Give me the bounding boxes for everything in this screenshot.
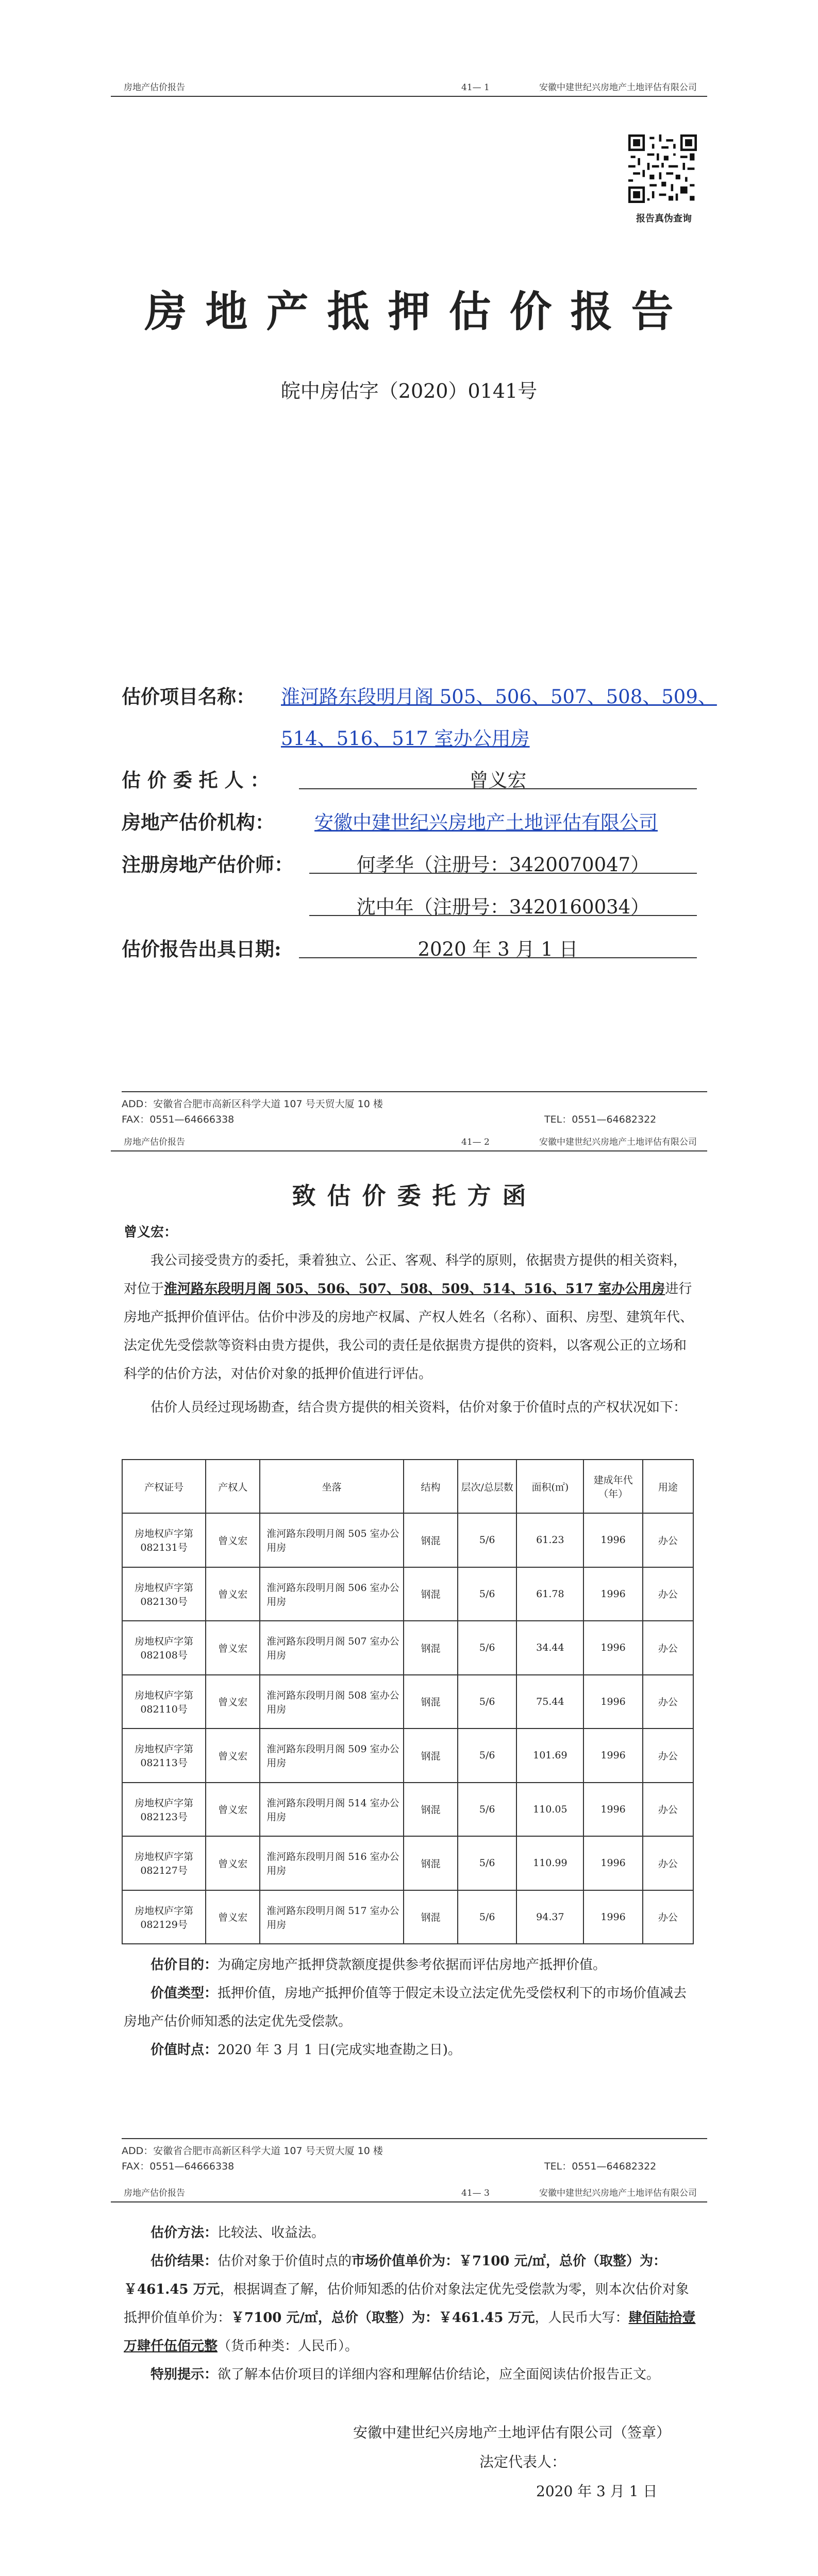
table-cell: 1996 xyxy=(583,1728,642,1783)
table-cell: 34.44 xyxy=(516,1621,583,1675)
col-area: 面积(㎡) xyxy=(516,1460,583,1513)
page-header xyxy=(111,2187,707,2202)
table-row xyxy=(122,1621,693,1675)
market-value: 市场价值单价为：￥7100 元/㎡，总价（取整）为：￥461.45 万元 xyxy=(124,2253,666,2297)
table-cell: 1996 xyxy=(583,1890,642,1944)
table-cell: 房地权庐字第082113号 xyxy=(122,1728,206,1783)
table-cell: 办公 xyxy=(643,1675,693,1729)
valuation-result: 估价结果：估价对象于价值时点的市场价值单价为：￥7100 元/㎡，总价（取整）为：￥461.45 万元，根据调查了解，估价师知悉的估价对象法定优先受偿款为零，则本次估价对象抵押价值单价为：￥7100 元/㎡，总价（取整）为：￥461.45 万元，人民币大写：肆佰陆拾壹万肆仟伍佰元整（货币种类：人民币）。 xyxy=(124,2253,696,2354)
signature-representative: 法定代表人： xyxy=(479,2453,566,2470)
table-cell: 94.37 xyxy=(516,1890,583,1944)
table-row xyxy=(122,1890,693,1944)
col-owner: 产权人 xyxy=(206,1460,260,1513)
table-row xyxy=(122,1567,693,1621)
table-cell: 淮河路东段明月阁 508 室办公用房 xyxy=(260,1675,404,1729)
table-cell: 钢混 xyxy=(404,1728,458,1783)
col-location: 坐落 xyxy=(260,1460,404,1513)
table-cell: 曾义宏 xyxy=(206,1890,260,1944)
table-cell: 钢混 xyxy=(404,1836,458,1890)
table-cell: 房地权庐字第082131号 xyxy=(122,1513,206,1567)
letter-paragraph-2: 估价人员经过现场勘查，结合贵方提供的相关资料，估价对象于价值时点的产权状况如下： xyxy=(151,1400,687,1415)
col-structure: 结构 xyxy=(404,1460,458,1513)
table-cell: 5/6 xyxy=(458,1675,516,1729)
appraiser-1: 何孝华（注册号：3420070047） xyxy=(356,854,650,876)
qr-caption: 报告真伪查询 xyxy=(636,213,692,224)
table-cell: 1996 xyxy=(583,1675,642,1729)
client-label: 估 价 委 托 人 ： xyxy=(122,769,270,791)
header-left: 房地产估价报告 xyxy=(124,1137,185,1147)
table-cell: 淮河路东段明月阁 516 室办公用房 xyxy=(260,1836,404,1890)
header-right: 安徽中建世纪兴房地产土地评估有限公司 xyxy=(539,1137,697,1147)
mortgage-value: ￥7100 元/㎡，总价（取整）为：￥461.45 万元 xyxy=(231,2310,535,2326)
table-row xyxy=(122,1675,693,1729)
appraiser-label: 注册房地产估价师： xyxy=(122,853,293,876)
table-cell: 办公 xyxy=(643,1621,693,1675)
valuation-purpose: 估价目的：为确定房地产抵押贷款额度提供参考依据而评估房地产抵押价值。 xyxy=(151,1957,607,1973)
header-right: 安徽中建世纪兴房地产土地评估有限公司 xyxy=(539,82,697,93)
col-usage: 用途 xyxy=(643,1460,693,1513)
date-label: 估价报告出具日期: xyxy=(122,938,281,960)
table-cell: 5/6 xyxy=(458,1783,516,1837)
table-cell: 钢混 xyxy=(404,1890,458,1944)
property-address: 淮河路东段明月阁 505、506、507、508、509、514、516、517 室办公用房 xyxy=(164,1281,665,1297)
table-cell: 曾义宏 xyxy=(206,1783,260,1837)
report-title: 房地产抵押估价报告 xyxy=(144,287,692,336)
table-cell: 办公 xyxy=(643,1513,693,1567)
footer-fax: FAX：0551—64666338 xyxy=(122,2161,235,2172)
page-footer xyxy=(122,1091,707,1132)
table-cell: 房地权庐字第082130号 xyxy=(122,1567,206,1621)
table-cell: 5/6 xyxy=(458,1621,516,1675)
header-page-number: 41— 3 xyxy=(461,2188,490,2198)
letter-paragraph-1: 我公司接受贵方的委托，秉着独立、公正、客观、科学的原则，依据贵方提供的相关资料，对位于淮河路东段明月阁 505、506、507、508、509、514、516、517 室办公用房进行房地产抵押价值评估。估价中涉及的房地产权属、产权人姓名（名称）、面积、房型、建筑年代、法定优先受偿款等资料由贵方提供，我公司的责任是依据贵方提供的资料，以客观公正的立场和科学的估价方法，对估价对象的抵押价值进行评估。 xyxy=(124,1253,694,1382)
table-cell: 淮河路东段明月阁 506 室办公用房 xyxy=(260,1567,404,1621)
table-row xyxy=(122,1513,693,1567)
table-cell: 曾义宏 xyxy=(206,1513,260,1567)
table-cell: 房地权庐字第082108号 xyxy=(122,1621,206,1675)
table-cell: 61.78 xyxy=(516,1567,583,1621)
table-cell: 办公 xyxy=(643,1836,693,1890)
issue-date: 2020 年 3 月 1 日 xyxy=(418,938,578,960)
table-cell: 钢混 xyxy=(404,1675,458,1729)
table-cell: 1996 xyxy=(583,1783,642,1837)
col-floor: 层次/总层数 xyxy=(458,1460,516,1513)
appraiser-2: 沈中年（注册号：3420160034） xyxy=(356,896,650,918)
table-cell: 110.05 xyxy=(516,1783,583,1837)
document-number: 皖中房估字（2020）0141号 xyxy=(280,380,538,402)
table-header-row xyxy=(122,1460,693,1513)
letter-heading: 致估价委托方函 xyxy=(292,1182,538,1210)
table-cell: 75.44 xyxy=(516,1675,583,1729)
header-page-number: 41— 1 xyxy=(461,82,490,93)
table-cell: 淮河路东段明月阁 509 室办公用房 xyxy=(260,1728,404,1783)
table-cell: 淮河路东段明月阁 507 室办公用房 xyxy=(260,1621,404,1675)
table-row xyxy=(122,1783,693,1837)
footer-tel: TEL：0551—64682322 xyxy=(544,2161,657,2172)
table-cell: 1996 xyxy=(583,1621,642,1675)
project-name-line1[interactable]: 淮河路东段明月阁 505、506、507、508、509、 xyxy=(281,686,717,708)
table-cell: 办公 xyxy=(643,1783,693,1837)
property-table xyxy=(122,1459,694,1944)
table-cell: 房地权庐字第082127号 xyxy=(122,1836,206,1890)
table-cell: 曾义宏 xyxy=(206,1728,260,1783)
footer-address: ADD：安徽省合肥市高新区科学大道 107 号天贸大厦 10 楼 xyxy=(122,1098,383,1110)
table-cell: 曾义宏 xyxy=(206,1836,260,1890)
table-cell: 1996 xyxy=(583,1513,642,1567)
header-left: 房地产估价报告 xyxy=(124,82,185,93)
table-cell: 曾义宏 xyxy=(206,1675,260,1729)
org-name[interactable]: 安徽中建世纪兴房地产土地评估有限公司 xyxy=(314,811,658,834)
table-cell: 5/6 xyxy=(458,1513,516,1567)
table-cell: 办公 xyxy=(643,1567,693,1621)
table-cell: 房地权庐字第082123号 xyxy=(122,1783,206,1837)
page-footer xyxy=(122,2138,707,2179)
report-cover-page xyxy=(0,0,818,1136)
table-cell: 101.69 xyxy=(516,1728,583,1783)
result-page xyxy=(0,2187,818,2576)
footer-tel: TEL：0551—64682322 xyxy=(544,1114,657,1125)
amount-in-words: 肆佰陆拾壹万肆仟伍佰元整 xyxy=(124,2310,696,2354)
qr-code-icon[interactable] xyxy=(628,134,697,203)
table-cell: 5/6 xyxy=(458,1567,516,1621)
col-cert-no: 产权证号 xyxy=(122,1460,206,1513)
value-type: 价值类型：抵押价值，房地产抵押价值等于假定未设立法定优先受偿权利下的市场价值减去房地产估价师知悉的法定优先受偿款。 xyxy=(124,1986,687,2029)
table-cell: 1996 xyxy=(583,1567,642,1621)
table-row xyxy=(122,1836,693,1890)
valuation-method: 估价方法：比较法、收益法。 xyxy=(151,2225,325,2241)
col-year: 建成年代（年） xyxy=(583,1460,642,1513)
footer-address: ADD：安徽省合肥市高新区科学大道 107 号天贸大厦 10 楼 xyxy=(122,2145,383,2157)
project-name-line2[interactable]: 514、516、517 室办公用房 xyxy=(281,727,530,750)
table-cell: 办公 xyxy=(643,1890,693,1944)
org-label: 房地产估价机构： xyxy=(122,811,274,834)
table-cell: 5/6 xyxy=(458,1836,516,1890)
page-header xyxy=(111,1136,707,1151)
table-cell: 5/6 xyxy=(458,1728,516,1783)
table-cell: 淮河路东段明月阁 505 室办公用房 xyxy=(260,1513,404,1567)
table-cell: 淮河路东段明月阁 517 室办公用房 xyxy=(260,1890,404,1944)
table-cell: 1996 xyxy=(583,1836,642,1890)
table-cell: 5/6 xyxy=(458,1890,516,1944)
header-left: 房地产估价报告 xyxy=(124,2188,185,2198)
table-cell: 淮河路东段明月阁 514 室办公用房 xyxy=(260,1783,404,1837)
project-label: 估价项目名称： xyxy=(122,685,255,708)
header-right: 安徽中建世纪兴房地产土地评估有限公司 xyxy=(539,2188,697,2198)
table-cell: 曾义宏 xyxy=(206,1567,260,1621)
table-cell: 钢混 xyxy=(404,1783,458,1837)
page-header xyxy=(111,81,707,97)
table-cell: 110.99 xyxy=(516,1836,583,1890)
table-cell: 钢混 xyxy=(404,1513,458,1567)
table-cell: 钢混 xyxy=(404,1567,458,1621)
footer-fax: FAX：0551—64666338 xyxy=(122,1114,235,1125)
signature-company: 安徽中建世纪兴房地产土地评估有限公司（签章） xyxy=(353,2424,671,2441)
table-cell: 办公 xyxy=(643,1728,693,1783)
letter-salutation: 曾义宏： xyxy=(124,1225,178,1240)
table-cell: 曾义宏 xyxy=(206,1621,260,1675)
header-page-number: 41— 2 xyxy=(461,1137,490,1147)
signature-date: 2020 年 3 月 1 日 xyxy=(536,2483,658,2500)
table-cell: 61.23 xyxy=(516,1513,583,1567)
letter-page xyxy=(0,1136,818,2187)
table-row xyxy=(122,1728,693,1783)
client-name: 曾义宏 xyxy=(469,769,527,791)
table-cell: 房地权庐字第082129号 xyxy=(122,1890,206,1944)
special-tip: 特别提示：欲了解本估价项目的详细内容和理解估价结论，应全面阅读估价报告正文。 xyxy=(151,2367,660,2382)
value-time: 价值时点：2020 年 3 月 1 日(完成实地查勘之日)。 xyxy=(151,2042,461,2058)
table-cell: 房地权庐字第082110号 xyxy=(122,1675,206,1729)
table-cell: 钢混 xyxy=(404,1621,458,1675)
